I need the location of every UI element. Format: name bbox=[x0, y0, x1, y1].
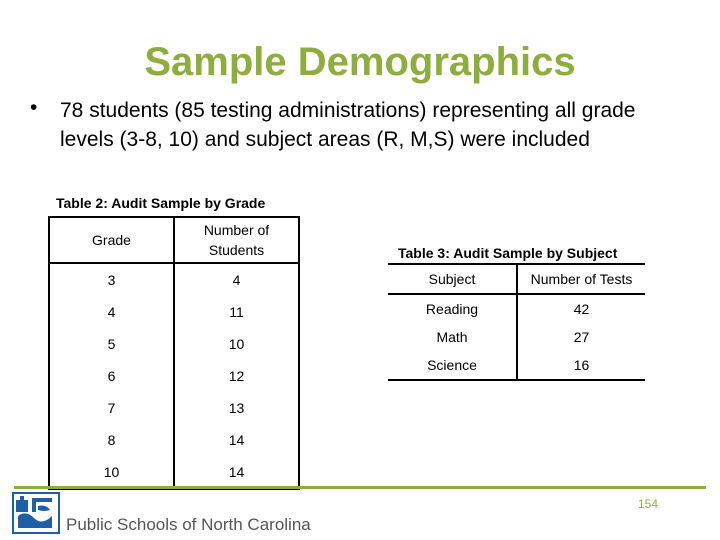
table2-caption: Table 2: Audit Sample by Grade bbox=[56, 195, 266, 211]
subject-header: Subject bbox=[388, 264, 517, 294]
count-cell: 27 bbox=[573, 329, 590, 345]
footer-divider bbox=[14, 486, 706, 489]
subject-cell: Reading bbox=[388, 294, 517, 323]
count-cell: 14 bbox=[228, 464, 245, 480]
table-row bbox=[388, 351, 645, 380]
table-row bbox=[49, 424, 299, 456]
count-cell: 16 bbox=[573, 357, 590, 373]
slide-title: Sample Demographics bbox=[144, 40, 576, 84]
grade-cell: 7 bbox=[49, 392, 174, 424]
count-cell: 10 bbox=[228, 336, 245, 352]
grade-table bbox=[48, 216, 300, 490]
subject-table bbox=[388, 263, 645, 381]
table-row bbox=[49, 296, 299, 328]
grade-cell: 6 bbox=[49, 360, 174, 392]
table3-caption: Table 3: Audit Sample by Subject bbox=[398, 245, 618, 261]
grade-cell: 4 bbox=[49, 296, 174, 328]
bullet-dot-icon: • bbox=[30, 96, 38, 119]
count-cell: 14 bbox=[228, 432, 245, 448]
count-cell: 42 bbox=[573, 301, 590, 317]
count-cell: 12 bbox=[228, 368, 245, 384]
bullet-item bbox=[30, 96, 670, 154]
table-row bbox=[49, 328, 299, 360]
subject-cell: Math bbox=[388, 323, 517, 351]
table-row bbox=[388, 323, 645, 351]
count-cell: 11 bbox=[229, 304, 244, 320]
table-row bbox=[49, 456, 299, 489]
table-row bbox=[388, 294, 645, 323]
grade-cell: 10 bbox=[49, 456, 174, 489]
nc-public-schools-logo-icon bbox=[12, 492, 60, 534]
subject-cell: Science bbox=[388, 351, 517, 380]
page-number: 154 bbox=[638, 497, 659, 511]
table-row bbox=[49, 263, 299, 296]
count-cell: 13 bbox=[228, 400, 245, 416]
grade-cell: 3 bbox=[49, 263, 174, 296]
bullet-text: 78 students (85 testing administrations) representing all grade levels (3-8, 10) and subject areas (R, M,S) were included bbox=[60, 99, 636, 151]
tests-header: Number of Tests bbox=[517, 264, 645, 294]
grade-cell: 8 bbox=[49, 424, 174, 456]
count-cell: 4 bbox=[232, 272, 241, 288]
table-row bbox=[49, 360, 299, 392]
organization-name: Public Schools of North Carolina bbox=[66, 515, 311, 534]
students-header: Number of Students bbox=[174, 217, 299, 263]
grade-header: Grade bbox=[49, 217, 174, 263]
grade-cell: 5 bbox=[49, 328, 174, 360]
table-row bbox=[49, 392, 299, 424]
